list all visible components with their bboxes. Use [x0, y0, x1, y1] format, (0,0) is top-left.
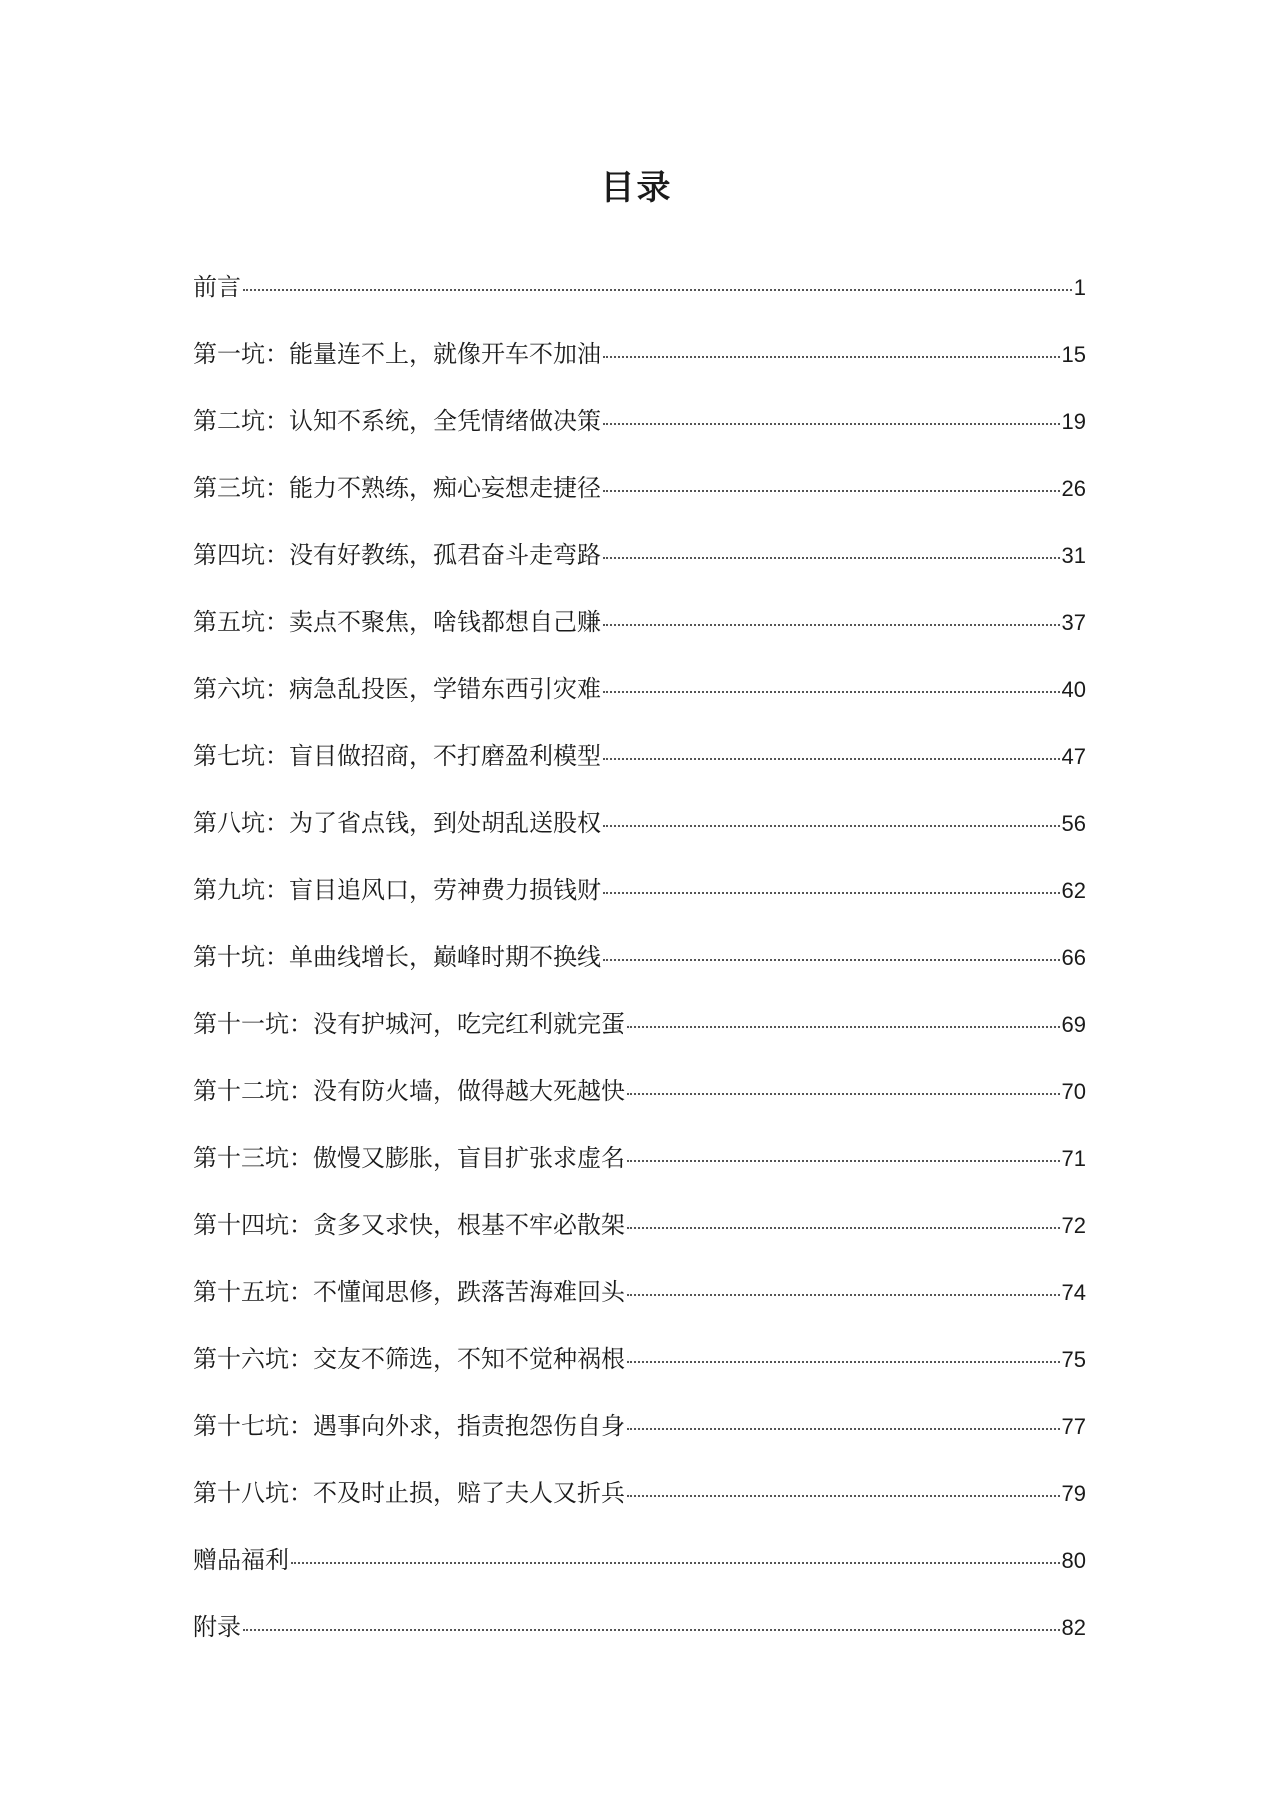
dot-leader	[603, 891, 1060, 894]
toc-entry[interactable]	[193, 938, 1086, 1005]
toc-entry-page-number: 31	[1061, 543, 1086, 568]
toc-entry[interactable]	[193, 670, 1086, 737]
toc-entry-page-number: 66	[1061, 945, 1086, 970]
toc-entry-page-number: 74	[1061, 1280, 1086, 1305]
toc-entry[interactable]	[193, 1005, 1086, 1072]
dot-leader	[603, 690, 1060, 693]
toc-entry-page-number: 69	[1061, 1012, 1086, 1037]
toc-entry-page-number: 37	[1061, 610, 1086, 635]
dot-leader	[603, 757, 1060, 760]
toc-entry[interactable]	[193, 871, 1086, 938]
toc-entry-title: 前言	[193, 275, 241, 301]
dot-leader	[603, 824, 1060, 827]
toc-entry[interactable]	[193, 1541, 1086, 1608]
dot-leader	[291, 1561, 1060, 1564]
dot-leader	[603, 556, 1060, 559]
toc-entry[interactable]	[193, 1139, 1086, 1206]
page-title: 目录	[600, 168, 673, 208]
toc-entry-page-number: 1	[1073, 275, 1086, 300]
dot-leader	[627, 1159, 1060, 1162]
toc-entry[interactable]	[193, 1608, 1086, 1675]
toc-entry-page-number: 26	[1061, 476, 1086, 501]
toc-entry-page-number: 71	[1061, 1146, 1086, 1171]
toc-entry[interactable]	[193, 402, 1086, 469]
toc-entry-page-number: 80	[1061, 1548, 1086, 1573]
toc-entry-page-number: 72	[1061, 1213, 1086, 1238]
toc-entry-title: 附录	[193, 1615, 241, 1641]
toc-entry-title: 第五坑：卖点不聚焦，啥钱都想自己赚	[193, 610, 601, 636]
dot-leader	[603, 623, 1060, 626]
toc-entry-page-number: 56	[1061, 811, 1086, 836]
dot-leader	[243, 1628, 1060, 1631]
dot-leader	[603, 489, 1060, 492]
toc-entry-page-number: 77	[1061, 1414, 1086, 1439]
toc-entry-page-number: 47	[1061, 744, 1086, 769]
toc-entry[interactable]	[193, 1273, 1086, 1340]
toc-entry[interactable]	[193, 268, 1086, 335]
dot-leader	[627, 1427, 1060, 1430]
toc-entry-title: 第九坑：盲目追风口，劳神费力损钱财	[193, 878, 601, 904]
toc-entry[interactable]	[193, 1340, 1086, 1407]
dot-leader	[627, 1494, 1060, 1497]
toc-entry-title: 第七坑：盲目做招商，不打磨盈利模型	[193, 744, 601, 770]
toc-entry-page-number: 70	[1061, 1079, 1086, 1104]
toc-entry-page-number: 19	[1061, 409, 1086, 434]
toc-entry-title: 第八坑：为了省点钱，到处胡乱送股权	[193, 811, 601, 837]
toc-entry-title: 第二坑：认知不系统，全凭情绪做决策	[193, 409, 601, 435]
toc-entry-title: 第十一坑：没有护城河，吃完红利就完蛋	[193, 1012, 625, 1038]
toc-entry[interactable]	[193, 1072, 1086, 1139]
dot-leader	[603, 422, 1060, 425]
dot-leader	[627, 1293, 1060, 1296]
dot-leader	[627, 1360, 1060, 1363]
toc-entry-title: 第十五坑：不懂闻思修，跌落苦海难回头	[193, 1280, 625, 1306]
toc-entry-title: 第十八坑：不及时止损，赔了夫人又折兵	[193, 1481, 625, 1507]
toc-entry-title: 第十六坑：交友不筛选，不知不觉种祸根	[193, 1347, 625, 1373]
toc-entry-title: 第十二坑：没有防火墙，做得越大死越快	[193, 1079, 625, 1105]
toc-entry[interactable]	[193, 1474, 1086, 1541]
toc-entry-page-number: 15	[1061, 342, 1086, 367]
toc-entry[interactable]	[193, 804, 1086, 871]
toc-entry-page-number: 40	[1061, 677, 1086, 702]
toc-entry-title: 第六坑：病急乱投医，学错东西引灾难	[193, 677, 601, 703]
toc-entry-page-number: 82	[1061, 1615, 1086, 1640]
toc-entry-page-number: 75	[1061, 1347, 1086, 1372]
toc-entry-title: 第十七坑：遇事向外求，指责抱怨伤自身	[193, 1414, 625, 1440]
dot-leader	[627, 1226, 1060, 1229]
toc-entry[interactable]	[193, 1206, 1086, 1273]
toc-entry[interactable]	[193, 737, 1086, 804]
toc-entry-title: 第一坑：能量连不上，就像开车不加油	[193, 342, 601, 368]
toc-entry[interactable]	[193, 536, 1086, 603]
toc-entry-page-number: 79	[1061, 1481, 1086, 1506]
dot-leader	[603, 355, 1060, 358]
dot-leader	[627, 1092, 1060, 1095]
toc-entry-page-number: 62	[1061, 878, 1086, 903]
dot-leader	[603, 958, 1060, 961]
toc-entry-title: 第三坑：能力不熟练，痴心妄想走捷径	[193, 476, 601, 502]
toc-entry[interactable]	[193, 603, 1086, 670]
toc-entry-title: 第十四坑：贪多又求快，根基不牢必散架	[193, 1213, 625, 1239]
dot-leader	[627, 1025, 1060, 1028]
toc-entry-title: 赠品福利	[193, 1548, 289, 1574]
toc-entry-title: 第四坑：没有好教练，孤君奋斗走弯路	[193, 543, 601, 569]
table-of-contents	[193, 268, 1086, 1675]
toc-entry[interactable]	[193, 335, 1086, 402]
dot-leader	[243, 288, 1072, 291]
toc-entry-title: 第十三坑：傲慢又膨胀，盲目扩张求虚名	[193, 1146, 625, 1172]
toc-entry[interactable]	[193, 469, 1086, 536]
toc-entry-title: 第十坑：单曲线增长，巅峰时期不换线	[193, 945, 601, 971]
toc-entry[interactable]	[193, 1407, 1086, 1474]
